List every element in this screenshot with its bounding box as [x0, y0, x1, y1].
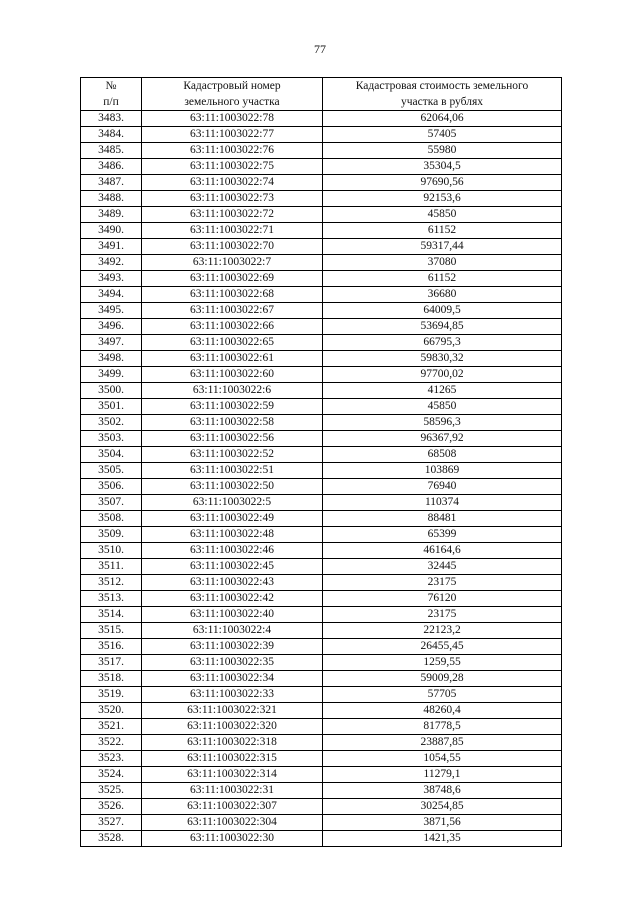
table-row — [81, 719, 562, 735]
cell-index: 3505. — [81, 463, 142, 479]
cell-index: 3510. — [81, 543, 142, 559]
cell-cadastral-number: 63:11:1003022:46 — [142, 543, 323, 559]
cell-cadastral-number: 63:11:1003022:77 — [142, 127, 323, 143]
cell-cadastral-number: 63:11:1003022:33 — [142, 687, 323, 703]
cell-cadastral-number: 63:11:1003022:321 — [142, 703, 323, 719]
cell-index: 3499. — [81, 367, 142, 383]
cell-index: 3503. — [81, 431, 142, 447]
cell-cadastral-number: 63:11:1003022:48 — [142, 527, 323, 543]
cell-index: 3514. — [81, 607, 142, 623]
table-row — [81, 799, 562, 815]
header-cadastral-number-line2: земельного участка — [184, 96, 280, 108]
table-row — [81, 271, 562, 287]
cell-index: 3494. — [81, 287, 142, 303]
cell-cadastral-number: 63:11:1003022:76 — [142, 143, 323, 159]
table-row — [81, 431, 562, 447]
cell-cadastral-value: 23175 — [323, 575, 562, 591]
cell-cadastral-number: 63:11:1003022:314 — [142, 767, 323, 783]
cell-index: 3501. — [81, 399, 142, 415]
table-row — [81, 671, 562, 687]
cell-index: 3517. — [81, 655, 142, 671]
cell-cadastral-number: 63:11:1003022:5 — [142, 495, 323, 511]
cell-cadastral-number: 63:11:1003022:318 — [142, 735, 323, 751]
cell-cadastral-value: 61152 — [323, 271, 562, 287]
table-row — [81, 623, 562, 639]
cell-index: 3492. — [81, 255, 142, 271]
cell-cadastral-value: 59317,44 — [323, 239, 562, 255]
cell-cadastral-value: 88481 — [323, 511, 562, 527]
cell-cadastral-number: 63:11:1003022:74 — [142, 175, 323, 191]
header-cadastral-value-line2: участка в рублях — [400, 96, 483, 108]
cell-index: 3488. — [81, 191, 142, 207]
cell-cadastral-number: 63:11:1003022:6 — [142, 383, 323, 399]
table-row — [81, 175, 562, 191]
cell-cadastral-number: 63:11:1003022:66 — [142, 319, 323, 335]
cell-cadastral-number: 63:11:1003022:30 — [142, 831, 323, 847]
cell-cadastral-number: 63:11:1003022:72 — [142, 207, 323, 223]
table-row — [81, 767, 562, 783]
cell-cadastral-value: 110374 — [323, 495, 562, 511]
cell-cadastral-number: 63:11:1003022:61 — [142, 351, 323, 367]
cell-cadastral-number: 63:11:1003022:73 — [142, 191, 323, 207]
cell-cadastral-number: 63:11:1003022:42 — [142, 591, 323, 607]
cell-cadastral-value: 23175 — [323, 607, 562, 623]
cell-cadastral-number: 63:11:1003022:56 — [142, 431, 323, 447]
header-cadastral-number — [142, 78, 323, 111]
table-row — [81, 479, 562, 495]
cell-cadastral-number: 63:11:1003022:59 — [142, 399, 323, 415]
table-row — [81, 591, 562, 607]
cell-index: 3497. — [81, 335, 142, 351]
table-row — [81, 239, 562, 255]
table-row — [81, 783, 562, 799]
cell-cadastral-value: 61152 — [323, 223, 562, 239]
cell-index: 3491. — [81, 239, 142, 255]
cell-index: 3523. — [81, 751, 142, 767]
table-row — [81, 575, 562, 591]
cell-cadastral-value: 59009,28 — [323, 671, 562, 687]
cell-cadastral-value: 41265 — [323, 383, 562, 399]
cell-cadastral-value: 48260,4 — [323, 703, 562, 719]
table-row — [81, 207, 562, 223]
cell-cadastral-value: 1054,55 — [323, 751, 562, 767]
cell-cadastral-value: 22123,2 — [323, 623, 562, 639]
header-index-line2: п/п — [103, 96, 119, 108]
table-header — [81, 78, 562, 111]
table-row — [81, 527, 562, 543]
table-row — [81, 143, 562, 159]
cell-index: 3527. — [81, 815, 142, 831]
cell-cadastral-number: 63:11:1003022:50 — [142, 479, 323, 495]
table-row — [81, 687, 562, 703]
table-row — [81, 639, 562, 655]
cell-index: 3522. — [81, 735, 142, 751]
table-row — [81, 415, 562, 431]
cell-cadastral-value: 23887,85 — [323, 735, 562, 751]
cell-cadastral-number: 63:11:1003022:320 — [142, 719, 323, 735]
cell-cadastral-value: 81778,5 — [323, 719, 562, 735]
table-row — [81, 511, 562, 527]
cell-cadastral-value: 11279,1 — [323, 767, 562, 783]
cell-cadastral-value: 59830,32 — [323, 351, 562, 367]
cell-cadastral-number: 63:11:1003022:307 — [142, 799, 323, 815]
cell-cadastral-number: 63:11:1003022:58 — [142, 415, 323, 431]
cell-cadastral-value: 53694,85 — [323, 319, 562, 335]
cell-cadastral-value: 76940 — [323, 479, 562, 495]
cell-index: 3484. — [81, 127, 142, 143]
table-row — [81, 607, 562, 623]
cell-index: 3524. — [81, 767, 142, 783]
cell-index: 3493. — [81, 271, 142, 287]
cell-cadastral-number: 63:11:1003022:45 — [142, 559, 323, 575]
cell-cadastral-number: 63:11:1003022:40 — [142, 607, 323, 623]
header-row — [81, 78, 562, 111]
header-cadastral-number-line1: Кадастровый номер — [183, 80, 281, 92]
header-cadastral-value — [323, 78, 562, 111]
table-row — [81, 447, 562, 463]
table-row — [81, 223, 562, 239]
page-number: 77 — [314, 42, 326, 56]
cell-cadastral-number: 63:11:1003022:49 — [142, 511, 323, 527]
table-row — [81, 703, 562, 719]
cell-index: 3500. — [81, 383, 142, 399]
cell-index: 3515. — [81, 623, 142, 639]
cell-cadastral-number: 63:11:1003022:4 — [142, 623, 323, 639]
table-row — [81, 367, 562, 383]
cell-cadastral-value: 37080 — [323, 255, 562, 271]
cell-index: 3526. — [81, 799, 142, 815]
cell-cadastral-value: 92153,6 — [323, 191, 562, 207]
cell-cadastral-value: 46164,6 — [323, 543, 562, 559]
cell-cadastral-number: 63:11:1003022:68 — [142, 287, 323, 303]
cell-cadastral-number: 63:11:1003022:67 — [142, 303, 323, 319]
cell-index: 3512. — [81, 575, 142, 591]
cell-index: 3502. — [81, 415, 142, 431]
cell-index: 3486. — [81, 159, 142, 175]
table-row — [81, 351, 562, 367]
cell-index: 3519. — [81, 687, 142, 703]
cell-index: 3506. — [81, 479, 142, 495]
cell-cadastral-value: 45850 — [323, 207, 562, 223]
table-row — [81, 655, 562, 671]
cell-index: 3489. — [81, 207, 142, 223]
table-row — [81, 127, 562, 143]
cell-cadastral-number: 63:11:1003022:34 — [142, 671, 323, 687]
cell-cadastral-number: 63:11:1003022:60 — [142, 367, 323, 383]
cell-cadastral-value: 35304,5 — [323, 159, 562, 175]
cell-index: 3518. — [81, 671, 142, 687]
cell-cadastral-value: 65399 — [323, 527, 562, 543]
cell-cadastral-value: 68508 — [323, 447, 562, 463]
header-cadastral-value-line1: Кадастровая стоимость земельного — [355, 80, 529, 92]
cell-cadastral-number: 63:11:1003022:39 — [142, 639, 323, 655]
cell-cadastral-number: 63:11:1003022:78 — [142, 111, 323, 127]
table-row — [81, 383, 562, 399]
cell-cadastral-value: 1421,35 — [323, 831, 562, 847]
header-index-line1: № — [105, 80, 117, 92]
cell-index: 3516. — [81, 639, 142, 655]
cell-cadastral-value: 1259,55 — [323, 655, 562, 671]
cell-index: 3511. — [81, 559, 142, 575]
cell-cadastral-number: 63:11:1003022:70 — [142, 239, 323, 255]
cell-cadastral-value: 66795,3 — [323, 335, 562, 351]
cell-cadastral-value: 38748,6 — [323, 783, 562, 799]
cell-cadastral-value: 103869 — [323, 463, 562, 479]
cell-cadastral-number: 63:11:1003022:75 — [142, 159, 323, 175]
header-index — [81, 78, 142, 111]
cell-index: 3507. — [81, 495, 142, 511]
cell-cadastral-value: 3871,56 — [323, 815, 562, 831]
cell-cadastral-value: 45850 — [323, 399, 562, 415]
cell-cadastral-number: 63:11:1003022:7 — [142, 255, 323, 271]
cell-cadastral-number: 63:11:1003022:71 — [142, 223, 323, 239]
table-row — [81, 815, 562, 831]
table-row — [81, 159, 562, 175]
cell-cadastral-value: 62064,06 — [323, 111, 562, 127]
table-row — [81, 543, 562, 559]
cadastral-value-table — [80, 77, 562, 847]
cell-cadastral-number: 63:11:1003022:43 — [142, 575, 323, 591]
cell-index: 3528. — [81, 831, 142, 847]
cell-index: 3495. — [81, 303, 142, 319]
cell-index: 3496. — [81, 319, 142, 335]
cell-index: 3508. — [81, 511, 142, 527]
table-row — [81, 735, 562, 751]
table-body — [81, 111, 562, 847]
cell-cadastral-value: 57405 — [323, 127, 562, 143]
cell-cadastral-number: 63:11:1003022:35 — [142, 655, 323, 671]
table-row — [81, 319, 562, 335]
cell-cadastral-value: 57705 — [323, 687, 562, 703]
cell-index: 3504. — [81, 447, 142, 463]
cell-cadastral-number: 63:11:1003022:304 — [142, 815, 323, 831]
cell-index: 3520. — [81, 703, 142, 719]
cell-cadastral-value: 58596,3 — [323, 415, 562, 431]
table-row — [81, 831, 562, 847]
cell-cadastral-number: 63:11:1003022:31 — [142, 783, 323, 799]
cell-index: 3525. — [81, 783, 142, 799]
cell-cadastral-value: 55980 — [323, 143, 562, 159]
cell-index: 3509. — [81, 527, 142, 543]
cell-cadastral-value: 36680 — [323, 287, 562, 303]
cell-index: 3498. — [81, 351, 142, 367]
cell-cadastral-value: 32445 — [323, 559, 562, 575]
table-row — [81, 287, 562, 303]
cell-index: 3487. — [81, 175, 142, 191]
table-row — [81, 303, 562, 319]
cell-cadastral-number: 63:11:1003022:51 — [142, 463, 323, 479]
cell-cadastral-number: 63:11:1003022:315 — [142, 751, 323, 767]
cell-cadastral-value: 96367,92 — [323, 431, 562, 447]
cell-cadastral-value: 30254,85 — [323, 799, 562, 815]
table-row — [81, 751, 562, 767]
table-row — [81, 463, 562, 479]
cell-cadastral-value: 97700,02 — [323, 367, 562, 383]
cell-index: 3521. — [81, 719, 142, 735]
table-row — [81, 335, 562, 351]
cell-cadastral-number: 63:11:1003022:52 — [142, 447, 323, 463]
cell-index: 3490. — [81, 223, 142, 239]
cell-cadastral-value: 64009,5 — [323, 303, 562, 319]
cell-cadastral-value: 26455,45 — [323, 639, 562, 655]
cell-cadastral-number: 63:11:1003022:69 — [142, 271, 323, 287]
table-row — [81, 495, 562, 511]
cell-cadastral-value: 97690,56 — [323, 175, 562, 191]
cell-index: 3485. — [81, 143, 142, 159]
table-row — [81, 255, 562, 271]
table-row — [81, 191, 562, 207]
table-row — [81, 399, 562, 415]
cell-cadastral-number: 63:11:1003022:65 — [142, 335, 323, 351]
cell-cadastral-value: 76120 — [323, 591, 562, 607]
cell-index: 3513. — [81, 591, 142, 607]
table-row — [81, 559, 562, 575]
cell-index: 3483. — [81, 111, 142, 127]
table-row — [81, 111, 562, 127]
